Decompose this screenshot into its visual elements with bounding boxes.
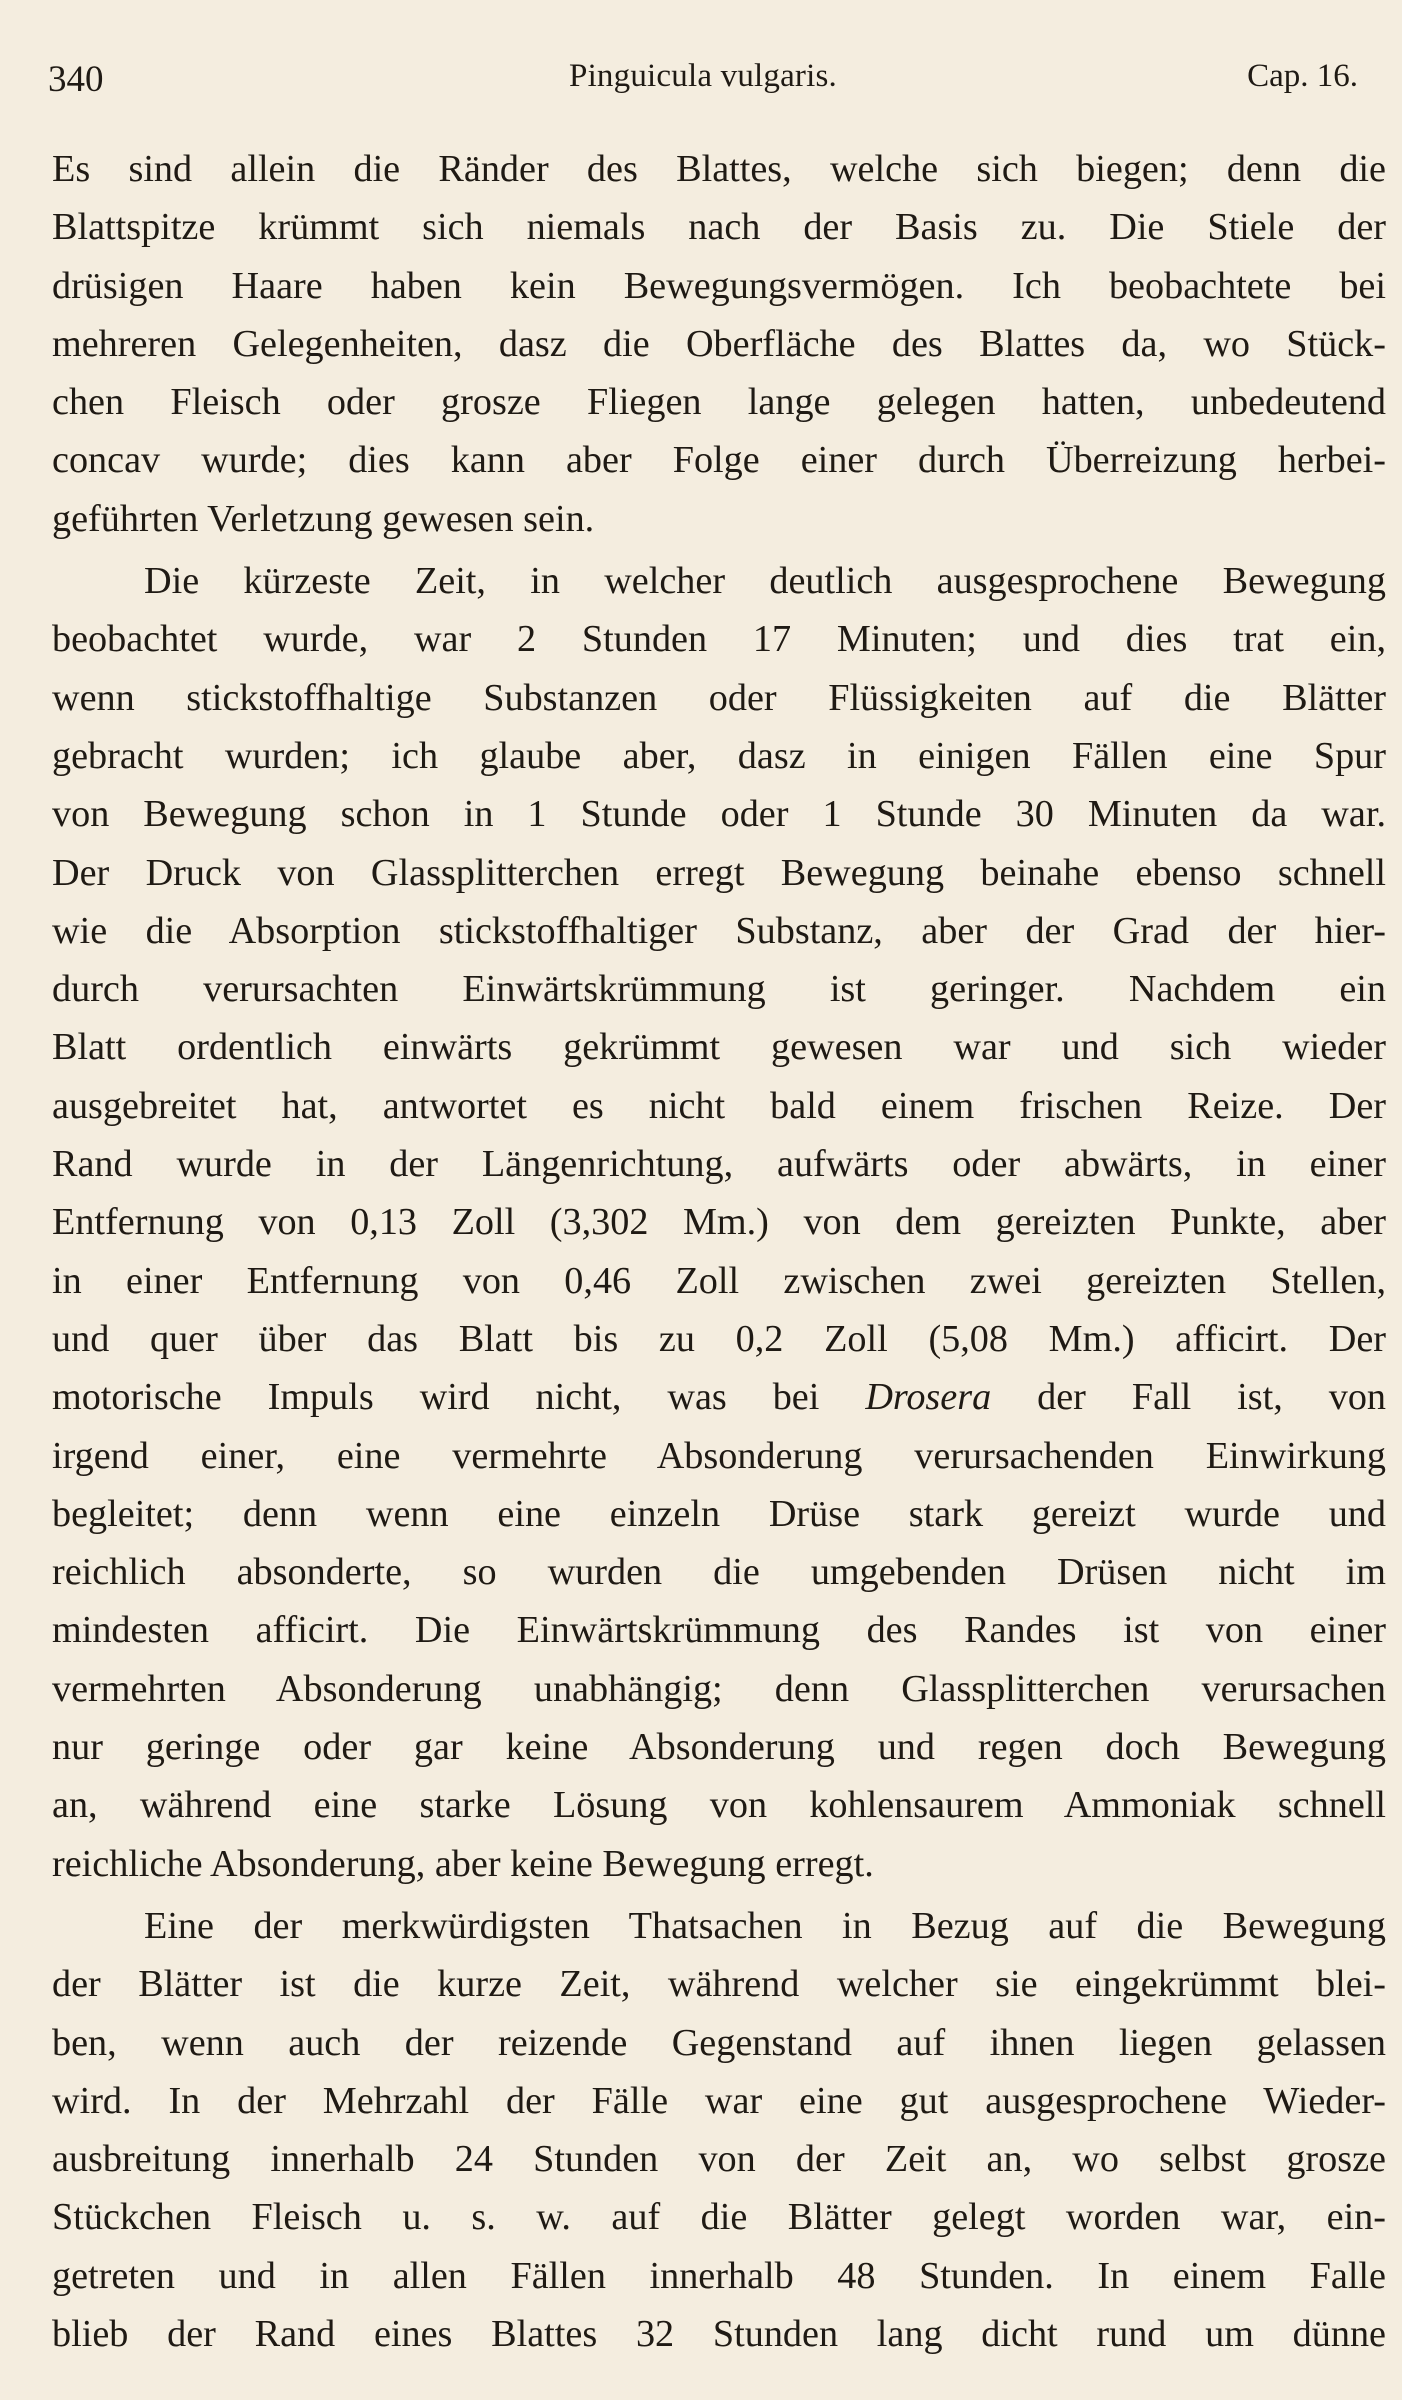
- text-line: irgend einer, eine vermehrte Absonderung verursachenden Einwirkung: [52, 1434, 1386, 1477]
- text-line: Entfernung von 0,13 Zoll (3,302 Mm.) von dem gereizten Punkte, aber: [52, 1201, 1386, 1244]
- text-line: vermehrten Absonderung unabhängig; denn Glassplitterchen verursachen: [52, 1667, 1386, 1710]
- text-line: ben, wenn auch der reizende Gegenstand auf ihnen liegen gelassen: [52, 2021, 1386, 2064]
- text-line: nur geringe oder gar keine Absonderung und regen doch Bewegung: [52, 1726, 1386, 1769]
- text-line: von Bewegung schon in 1 Stunde oder 1 Stunde 30 Minuten da war.: [52, 793, 1386, 836]
- text-line: begleitet; denn wenn eine einzeln Drüse stark gereizt wurde und: [52, 1492, 1386, 1535]
- text-line: wird. In der Mehrzahl der Fälle war eine gut ausgesprochene Wieder-: [52, 2079, 1386, 2122]
- text-line: Es sind allein die Ränder des Blattes, welche sich biegen; denn die: [52, 148, 1386, 190]
- italic-genus-name: Drosera: [865, 1376, 992, 1419]
- text-line: drüsigen Haare haben kein Bewegungsvermögen. Ich beobachtete bei: [52, 264, 1386, 307]
- text-line: reichlich absonderte, so wurden die umgebenden Drüsen nicht im: [52, 1551, 1386, 1594]
- text-line: Blattspitze krümmt sich niemals nach der Basis zu. Die Stiele der: [52, 206, 1386, 249]
- page-number: 340: [48, 59, 104, 100]
- text-segment: der Fall ist, von: [991, 1376, 1386, 1419]
- text-line: und quer über das Blatt bis zu 0,2 Zoll (5,08 Mm.) afficirt. Der: [52, 1317, 1386, 1360]
- text-line: durch verursachten Einwärtskrümmung ist geringer. Nachdem ein: [52, 968, 1386, 1011]
- text-line: Der Druck von Glassplitterchen erregt Bewegung beinahe ebenso schnell: [52, 851, 1386, 894]
- text-line: an, während eine starke Lösung von kohlensaurem Ammoniak schnell: [52, 1784, 1386, 1827]
- text-line: wie die Absorption stickstoffhaltiger Substanz, aber der Grad der hier-: [52, 909, 1386, 952]
- text-line: in einer Entfernung von 0,46 Zoll zwischen zwei gereizten Stellen,: [52, 1259, 1386, 1302]
- text-line: mehreren Gelegenheiten, dasz die Oberfläche des Blattes da, wo Stück-: [52, 322, 1386, 365]
- text-line: ausbreitung innerhalb 24 Stunden von der Zeit an, wo selbst grosze: [52, 2138, 1386, 2181]
- running-head: [48, 58, 1358, 118]
- text-segment: motorische Impuls wird nicht, was bei: [52, 1376, 866, 1419]
- text-line-mixed: [52, 1368, 1386, 1426]
- text-line: wenn stickstoffhaltige Substanzen oder Flüssigkeiten auf die Blätter: [52, 676, 1386, 719]
- text-line: mindesten afficirt. Die Einwärtskrümmung des Randes ist von einer: [52, 1609, 1386, 1652]
- chapter-label: Cap. 16.: [1247, 58, 1358, 94]
- text-line: Die kürzeste Zeit, in welcher deutlich ausgesprochene Bewegung: [144, 560, 1386, 603]
- paragraph-2: [52, 552, 1386, 1893]
- text-line: geführten Verletzung gewesen sein.: [52, 497, 595, 540]
- body-text: [52, 140, 1386, 2363]
- text-line: Stückchen Fleisch u. s. w. auf die Blätter gelegt worden war, ein-: [52, 2196, 1386, 2239]
- text-line: blieb der Rand eines Blattes 32 Stunden lang dicht rund um dünne: [52, 2312, 1386, 2355]
- text-line: ausgebreitet hat, antwortet es nicht bald einem frischen Reize. Der: [52, 1084, 1386, 1127]
- text-line: concav wurde; dies kann aber Folge einer durch Überreizung herbei-: [52, 439, 1386, 482]
- text-line: beobachtet wurde, war 2 Stunden 17 Minuten; und dies trat ein,: [52, 618, 1386, 661]
- paragraph-3: [52, 1897, 1386, 2363]
- text-line: reichliche Absonderung, aber keine Bewegung erregt.: [52, 1842, 874, 1885]
- paragraph-1: [52, 140, 1386, 548]
- text-line: getreten und in allen Fällen innerhalb 48 Stunden. In einem Falle: [52, 2254, 1386, 2297]
- running-title: Pinguicula vulgaris.: [569, 58, 837, 94]
- text-line: gebracht wurden; ich glaube aber, dasz in einigen Fällen eine Spur: [52, 734, 1386, 777]
- text-line: Rand wurde in der Längenrichtung, aufwärts oder abwärts, in einer: [52, 1143, 1386, 1186]
- text-line: Eine der merkwürdigsten Thatsachen in Bezug auf die Bewegung: [144, 1904, 1386, 1947]
- text-line: chen Fleisch oder grosze Fliegen lange gelegen hatten, unbedeutend: [52, 381, 1386, 424]
- text-line: der Blätter ist die kurze Zeit, während welcher sie eingekrümmt blei-: [52, 1963, 1386, 2006]
- text-line: Blatt ordentlich einwärts gekrümmt gewesen war und sich wieder: [52, 1026, 1386, 1069]
